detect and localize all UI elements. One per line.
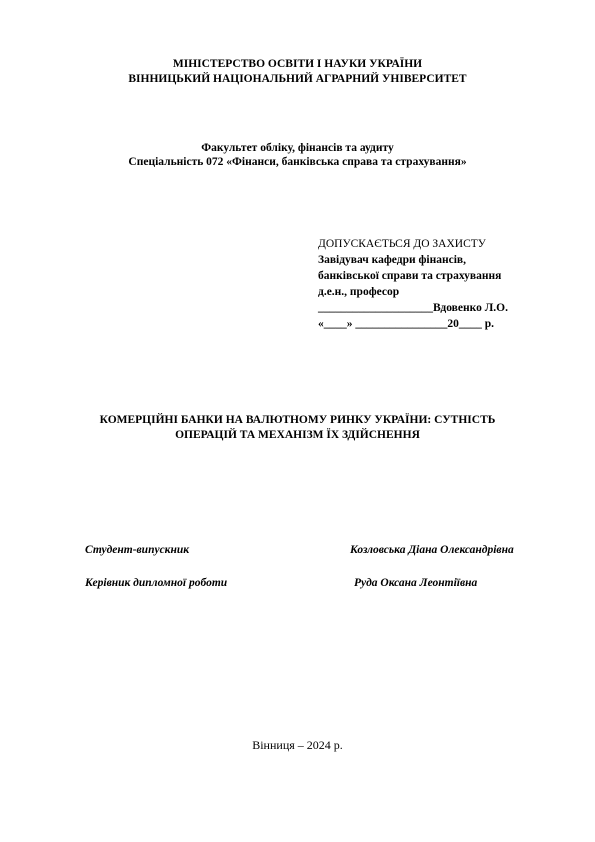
ministry-name: МІНІСТЕРСТВО ОСВІТИ І НАУКИ УКРАЇНИ [172,58,423,70]
supervisor-label: Керівник дипломної роботи [85,577,228,589]
approval-signature-line: ____________________Вдовенко Л.О. [318,302,508,314]
student-name: Козловська Діана Олександрівна [350,544,514,556]
city-year: Вінниця – 2024 р. [252,738,343,752]
speciality-name: Спеціальність 072 «Фінанси, банківська справа та страхування» [128,156,467,168]
faculty-name: Факультет обліку, фінансів та аудиту [201,142,394,154]
thesis-title-line-2: ОПЕРАЦІЙ ТА МЕХАНІЗМ ЇХ ЗДІЙСНЕННЯ [175,429,420,441]
thesis-title-line-1: КОМЕРЦІЙНІ БАНКИ НА ВАЛЮТНОМУ РИНКУ УКРАЇНИ: СУТНІСТЬ [99,414,496,426]
approval-position-line-1: Завідувач кафедри фінансів, [318,254,467,266]
approval-position-line-2: банківської справи та страхування [318,270,502,282]
university-name: ВІННИЦЬКИЙ НАЦІОНАЛЬНИЙ АГРАРНИЙ УНІВЕРСИТЕТ [128,73,467,85]
approval-date-line: «____» ________________20____ р. [318,318,495,330]
approval-heading: ДОПУСКАЄТЬСЯ ДО ЗАХИСТУ [318,238,486,250]
approval-degree: д.е.н., професор [318,286,400,298]
student-label: Студент-випускник [85,544,190,556]
approval-block [318,236,558,332]
supervisor-name: Руда Оксана Леонтіївна [354,577,478,589]
